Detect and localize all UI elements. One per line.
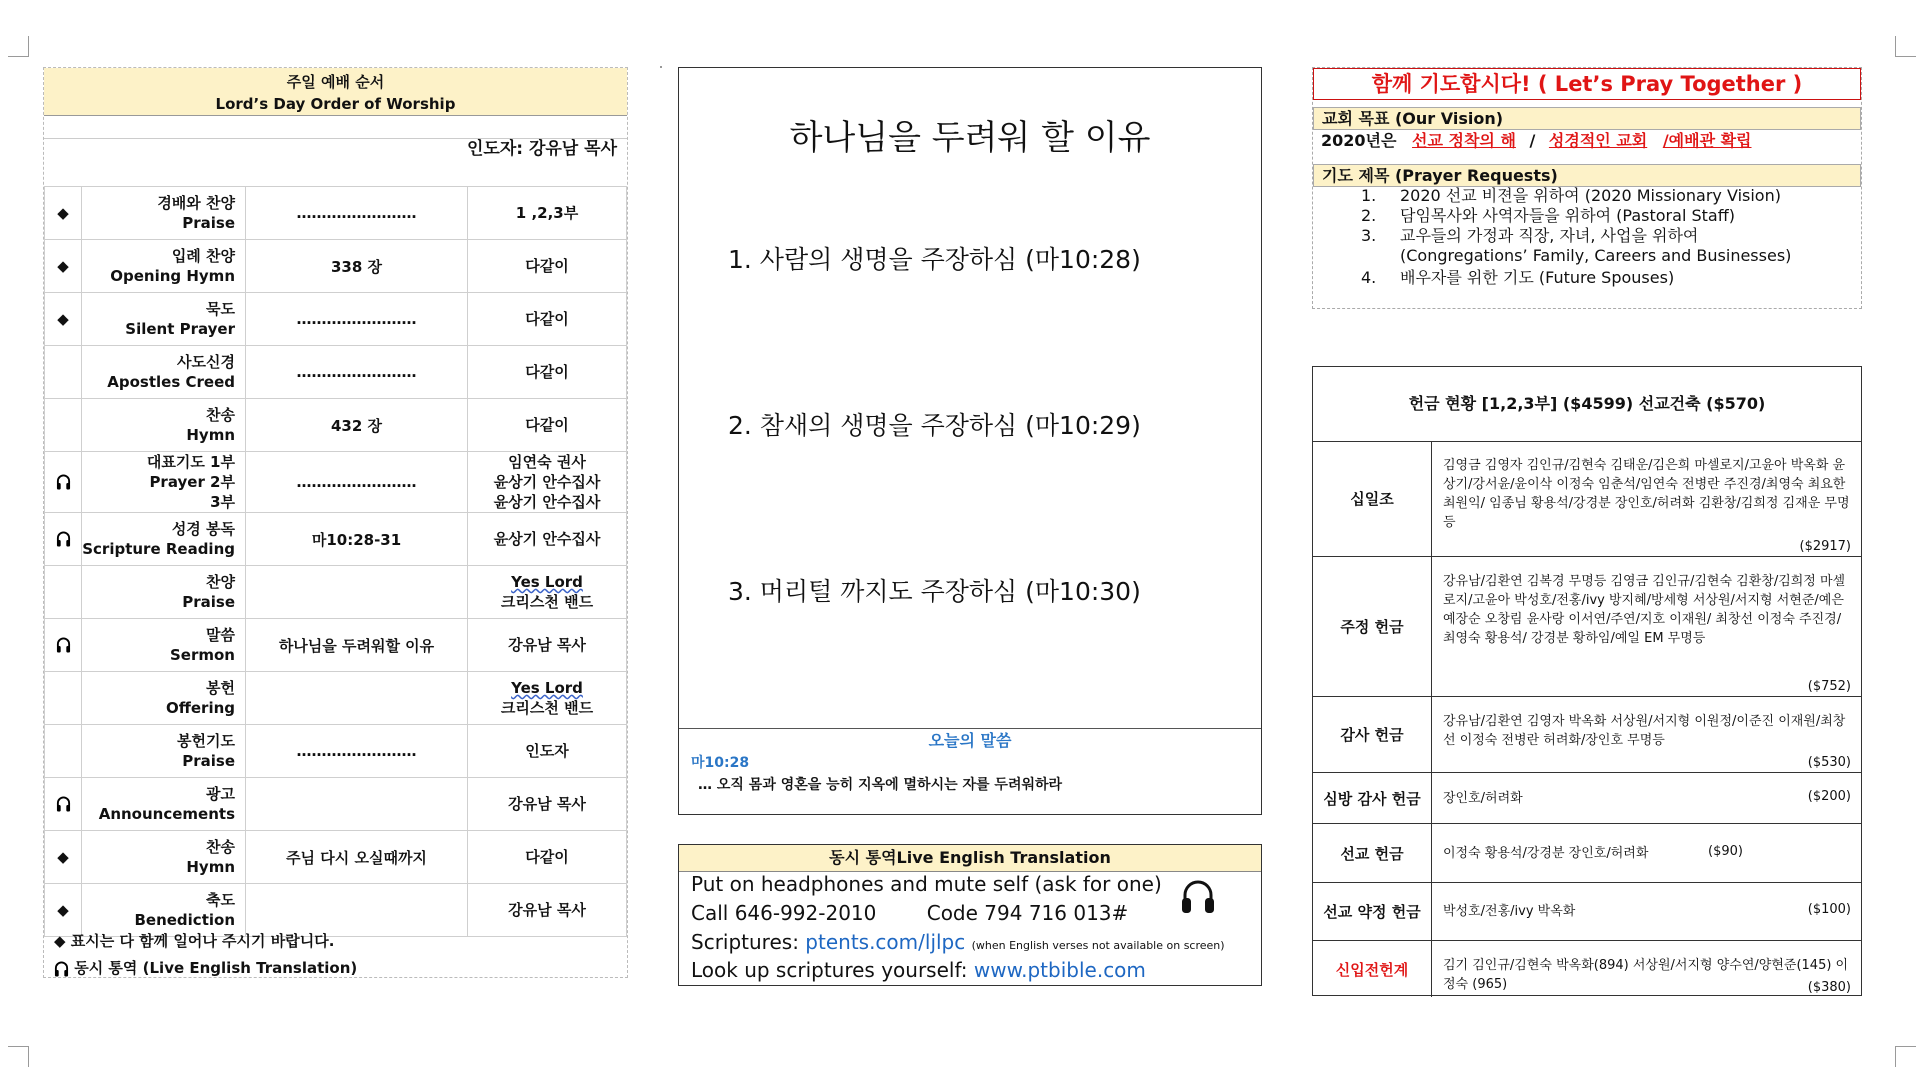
offering-names: 박성호/전홍/ivy 박옥화 xyxy=(1443,904,1576,919)
stand-marker-icon: ◆ xyxy=(57,901,69,919)
vision-item-1: 선교 정착의 해 xyxy=(1412,131,1516,150)
row-name-en: Apostles Creed xyxy=(107,373,235,391)
row-name-en: Scripture Reading xyxy=(82,540,235,558)
offering-type: 선교 헌금 xyxy=(1313,824,1432,882)
scriptures-link[interactable]: ptents.com/ljlpc xyxy=(805,930,966,954)
row-name-ko: 광고 xyxy=(206,785,235,803)
offering-row xyxy=(1313,441,1861,557)
headphones-icon xyxy=(56,636,71,654)
worship-row xyxy=(45,187,627,240)
offering-names: 장인호/허려화 xyxy=(1443,791,1523,806)
row-leader xyxy=(468,187,627,240)
prayer-request-text: 2020 선교 비젼을 위하여 (2020 Missionary Vision) xyxy=(1400,186,1781,205)
row-icon-cell xyxy=(45,452,82,513)
row-detail: …………………… xyxy=(246,187,468,240)
worship-row xyxy=(45,399,627,452)
call-code: Code 794 716 013# xyxy=(926,901,1129,925)
prayer-box xyxy=(1312,67,1862,309)
worship-row xyxy=(45,513,627,566)
row-name-3: 3부 xyxy=(210,493,235,511)
row-detail xyxy=(246,566,468,619)
offering-amount: ($200) xyxy=(1807,789,1851,804)
vision-label: 교회 목표 (Our Vision) xyxy=(1313,107,1861,130)
row-leader xyxy=(468,778,627,831)
row-leader-2: 크리스천 밴드 xyxy=(500,593,594,611)
stand-marker-icon: ◆ xyxy=(57,310,69,328)
row-leader-1: 다같이 xyxy=(525,363,569,381)
row-name-en: Hymn xyxy=(186,426,235,444)
worship-row xyxy=(45,778,627,831)
row-detail xyxy=(246,778,468,831)
stand-marker-icon: ◆ xyxy=(57,257,69,275)
row-icon-cell xyxy=(45,831,82,884)
row-icon-cell xyxy=(45,778,82,831)
row-name-en: Praise xyxy=(182,752,235,770)
headphones-icon xyxy=(56,795,71,813)
row-detail: …………………… xyxy=(246,725,468,778)
prayer-request-number: 2. xyxy=(1361,206,1377,225)
row-detail: 하나님을 두려워할 이유 xyxy=(246,619,468,672)
row-icon-cell xyxy=(45,399,82,452)
sermon-point-2: 2. 참새의 생명을 주장하심 (마10:29) xyxy=(728,411,1141,440)
row-icon-cell xyxy=(45,187,82,240)
prayer-request-item xyxy=(1361,266,1791,290)
offering-table xyxy=(1312,366,1862,996)
row-leader xyxy=(468,452,627,513)
offering-names: 김영금 김영자 김인규/김현숙 김태운/김은희 마셀로지/고윤아 박옥화 윤상기/강서윤/윤이삭 이정숙 임춘석/임연숙 전병란 주진경/최영숙 최요한 최원익/ 임종님 황용석/강경분 장인호/허려화 김환창/김희정 김재운 무명 등 xyxy=(1443,458,1850,530)
prayer-title: 함께 기도합시다! ( Let’s Pray Together ) xyxy=(1313,68,1861,100)
row-leader-1: 다같이 xyxy=(525,848,569,866)
row-leader-1: 강유남 목사 xyxy=(508,636,586,654)
worship-row xyxy=(45,346,627,399)
row-leader xyxy=(468,566,627,619)
offering-header: 헌금 현황 [1,2,3부] ($4599) 선교건축 ($570) xyxy=(1313,367,1861,442)
offering-row xyxy=(1313,697,1861,773)
worship-row xyxy=(45,619,627,672)
vision-item-2: 성경적인 교회 xyxy=(1548,131,1648,150)
row-leader xyxy=(468,346,627,399)
row-icon-cell xyxy=(45,566,82,619)
row-detail: 주님 다시 오실때까지 xyxy=(246,831,468,884)
offering-row xyxy=(1313,557,1861,697)
worship-title-en: Lord’s Day Order of Worship xyxy=(215,95,456,113)
prayer-request-text: 담임목사와 사역자들을 위하여 (Pastoral Staff) xyxy=(1400,206,1735,225)
row-name xyxy=(82,346,246,399)
row-detail: …………………… xyxy=(246,452,468,513)
row-name-en: Prayer 2부 xyxy=(149,473,235,491)
row-name-en: Announcements xyxy=(98,805,235,823)
row-name-en: Hymn xyxy=(186,858,235,876)
worship-title-ko: 주일 예배 순서 xyxy=(286,73,385,91)
row-detail: …………………… xyxy=(246,346,468,399)
offering-amount: ($90) xyxy=(1708,844,1743,859)
prayer-request-text: 교우들의 가정과 직장, 자녀, 사업을 위하여 xyxy=(1400,226,1699,245)
row-name-en: Offering xyxy=(165,699,235,717)
row-name-en: Silent Prayer xyxy=(125,320,235,338)
offering-row xyxy=(1313,883,1861,941)
offering-names: 강유남/김환연 김영자 박옥화 서상원/서지형 이원정/이준진 이재원/최창선 이정숙 전병란 허려화/장인호 무명등 xyxy=(1443,714,1846,748)
worship-row xyxy=(45,672,627,725)
row-name-ko: 성경 봉독 xyxy=(171,520,235,538)
sermon-box xyxy=(678,67,1262,815)
offering-row xyxy=(1313,824,1861,883)
prayer-request-text: (Congregations’ Family, Careers and Businesses) xyxy=(1400,246,1792,265)
order-of-worship xyxy=(43,67,628,978)
translation-phone xyxy=(691,901,1128,925)
row-name-en: Praise xyxy=(182,593,235,611)
offering-type: 주정 헌금 xyxy=(1313,557,1432,696)
row-name-ko: 봉헌기도 xyxy=(177,732,235,750)
prayer-requests xyxy=(1361,186,1791,290)
row-name xyxy=(82,566,246,619)
todays-word-ref: 마10:28 xyxy=(691,755,750,771)
row-name xyxy=(82,619,246,672)
offering-amount: ($530) xyxy=(1807,755,1851,770)
row-name-en: Praise xyxy=(182,214,235,232)
row-detail: …………………… xyxy=(246,293,468,346)
row-detail: 338 장 xyxy=(246,240,468,293)
todays-word-verse: … 오직 몸과 영혼을 능히 지옥에 멸하시는 자를 두려워하라 xyxy=(698,777,1063,793)
offering-names: 강유남/김환연 김복경 무명등 김영금 김인규/김현숙 김환창/김희정 마셀로지/고윤아 박성호/전홍/ivy 방지혜/방세형 서상원/서지형 서현준/예은 예장순 오창림 윤사랑 이서연/주연/지호 이재원/ 최창선 이정숙 주진경/최영숙 황용석/ 강경분 황하임/예일 EM 무명등 xyxy=(1443,574,1846,646)
worship-row xyxy=(45,725,627,778)
row-name-ko: 찬양 xyxy=(206,573,235,591)
row-name xyxy=(82,884,246,937)
offering-names: 이정숙 황용석/강경분 장인호/허려화 xyxy=(1443,846,1649,861)
offering-row xyxy=(1313,941,1861,997)
worship-row xyxy=(45,240,627,293)
offering-type: 신입전헌계 xyxy=(1313,941,1432,997)
row-name-ko: 축도 xyxy=(206,891,235,909)
offering-amount: ($100) xyxy=(1807,902,1851,917)
row-leader-1: 임연숙 권사 xyxy=(508,453,586,471)
stand-note: ◆ 표시는 다 함께 일어나 주시기 바랍니다. xyxy=(54,932,335,950)
row-leader xyxy=(468,293,627,346)
headphones-icon xyxy=(56,473,71,491)
row-leader xyxy=(468,513,627,566)
prayer-request-item xyxy=(1361,246,1791,266)
row-leader-1: 인도자 xyxy=(525,742,569,760)
row-leader-1: 다같이 xyxy=(525,257,569,275)
call-number: Call 646-992-2010 xyxy=(691,901,877,925)
row-leader xyxy=(468,399,627,452)
row-leader-1: 윤상기 안수집사 xyxy=(493,530,601,548)
sermon-point-3: 3. 머리털 까지도 주장하심 (마10:30) xyxy=(728,577,1141,606)
row-name xyxy=(82,399,246,452)
row-name-ko: 대표기도 1부 xyxy=(146,453,235,471)
row-icon-cell xyxy=(45,619,82,672)
offering-names: 김기 김인규/김현숙 박옥화(894) 서상원/서지형 양수연/양현준(145) 이정숙 (965) xyxy=(1443,958,1849,992)
row-leader xyxy=(468,240,627,293)
row-leader xyxy=(468,884,627,937)
scriptures-line xyxy=(691,930,1225,954)
row-leader-1: 강유남 목사 xyxy=(508,795,586,813)
row-name-en: Benediction xyxy=(134,911,235,929)
worship-order-table xyxy=(44,186,627,937)
prayer-request-item xyxy=(1361,206,1791,226)
translation-note-text: 동시 통역 (Live English Translation) xyxy=(74,959,358,977)
worship-row xyxy=(45,293,627,346)
stand-marker-icon: ◆ xyxy=(57,848,69,866)
row-leader-1: 다같이 xyxy=(525,310,569,328)
row-name xyxy=(82,187,246,240)
row-name xyxy=(82,672,246,725)
row-name-ko: 묵도 xyxy=(206,300,235,318)
offering-type: 선교 약정 헌금 xyxy=(1313,883,1432,940)
lookup-line xyxy=(691,958,1146,982)
row-detail: 432 장 xyxy=(246,399,468,452)
row-name-en: Opening Hymn xyxy=(110,267,235,285)
vision-item-3: /예배관 확립 xyxy=(1662,131,1752,150)
row-icon-cell xyxy=(45,513,82,566)
row-detail: 마10:28-31 xyxy=(246,513,468,566)
row-icon-cell xyxy=(45,346,82,399)
row-leader-1: 강유남 목사 xyxy=(508,901,586,919)
row-leader xyxy=(468,672,627,725)
row-name xyxy=(82,831,246,884)
offering-amount: ($2917) xyxy=(1799,539,1851,554)
prayer-request-number: 1. xyxy=(1361,186,1377,205)
todays-word-heading: 오늘의 말씀 xyxy=(928,731,1012,750)
lookup-label: Look up scriptures yourself: xyxy=(691,958,968,982)
requests-label: 기도 제목 (Prayer Requests) xyxy=(1313,164,1861,187)
row-icon-cell xyxy=(45,884,82,937)
headphones-icon xyxy=(1181,879,1215,915)
row-leader-1: 1 ,2,3부 xyxy=(515,204,579,222)
row-name-ko: 찬송 xyxy=(206,406,235,424)
row-icon-cell xyxy=(45,672,82,725)
sermon-title: 하나님을 두려워 할 이유 xyxy=(789,118,1151,158)
vision-line xyxy=(1321,128,1752,151)
row-name xyxy=(82,293,246,346)
worship-header xyxy=(44,68,627,116)
row-leader-2: 크리스천 밴드 xyxy=(500,699,594,717)
prayer-request-text: 배우자를 위한 기도 (Future Spouses) xyxy=(1400,268,1675,287)
row-name-en: Sermon xyxy=(170,646,235,664)
translation-note xyxy=(54,957,357,978)
row-detail xyxy=(246,672,468,725)
row-leader xyxy=(468,725,627,778)
row-name xyxy=(82,240,246,293)
row-leader xyxy=(468,831,627,884)
worship-row xyxy=(45,884,627,937)
row-name-ko: 말씀 xyxy=(206,626,235,644)
stand-marker-icon: ◆ xyxy=(57,204,69,222)
translation-heading: 동시 통역Live English Translation xyxy=(679,845,1261,872)
ptbible-link[interactable]: www.ptbible.com xyxy=(973,958,1146,982)
offering-amount: ($752) xyxy=(1807,679,1851,694)
row-name xyxy=(82,452,246,513)
vision-prefix: 2020년은 xyxy=(1321,131,1397,150)
prayer-request-item xyxy=(1361,226,1791,246)
row-leader-2: 윤상기 안수집사 xyxy=(493,473,601,491)
row-leader-1: 다같이 xyxy=(525,416,569,434)
scriptures-label: Scriptures: xyxy=(691,930,799,954)
scriptures-note: (when English verses not available on screen) xyxy=(971,939,1225,952)
sermon-point-1: 1. 사람의 생명을 주장하심 (마10:28) xyxy=(728,245,1141,274)
offering-type: 감사 헌금 xyxy=(1313,697,1432,772)
row-leader xyxy=(468,619,627,672)
offering-amount: ($380) xyxy=(1807,980,1851,995)
prayer-request-number: 3. xyxy=(1361,226,1377,245)
row-name xyxy=(82,513,246,566)
vision-separator: / xyxy=(1529,131,1536,150)
worship-row xyxy=(45,452,627,513)
prayer-request-item xyxy=(1361,186,1791,206)
row-name-ko: 찬송 xyxy=(206,838,235,856)
worship-row xyxy=(45,566,627,619)
row-name-ko: 입례 찬양 xyxy=(171,247,235,265)
prayer-request-number: 4. xyxy=(1361,268,1377,287)
headphones-icon xyxy=(56,530,71,548)
worship-row xyxy=(45,831,627,884)
row-name-ko: 봉헌 xyxy=(206,679,235,697)
row-name-ko: 사도신경 xyxy=(177,353,235,371)
row-leader-1: Yes Lord xyxy=(511,679,583,697)
row-icon-cell xyxy=(45,240,82,293)
live-translation-box xyxy=(678,844,1262,986)
offering-row xyxy=(1313,773,1861,824)
offering-type: 심방 감사 헌금 xyxy=(1313,773,1432,823)
row-name-ko: 경배와 찬양 xyxy=(157,194,235,212)
row-icon-cell xyxy=(45,725,82,778)
row-name xyxy=(82,778,246,831)
row-leader-1: Yes Lord xyxy=(511,573,583,591)
row-name xyxy=(82,725,246,778)
headphones-icon xyxy=(54,960,69,978)
translation-instructions: Put on headphones and mute self (ask for one) xyxy=(691,872,1162,896)
offering-type: 십일조 xyxy=(1313,441,1432,556)
worship-leader: 인도자: 강유남 목사 xyxy=(466,139,617,159)
row-icon-cell xyxy=(45,293,82,346)
row-leader-3: 윤상기 안수집사 xyxy=(493,493,601,511)
row-detail xyxy=(246,884,468,937)
